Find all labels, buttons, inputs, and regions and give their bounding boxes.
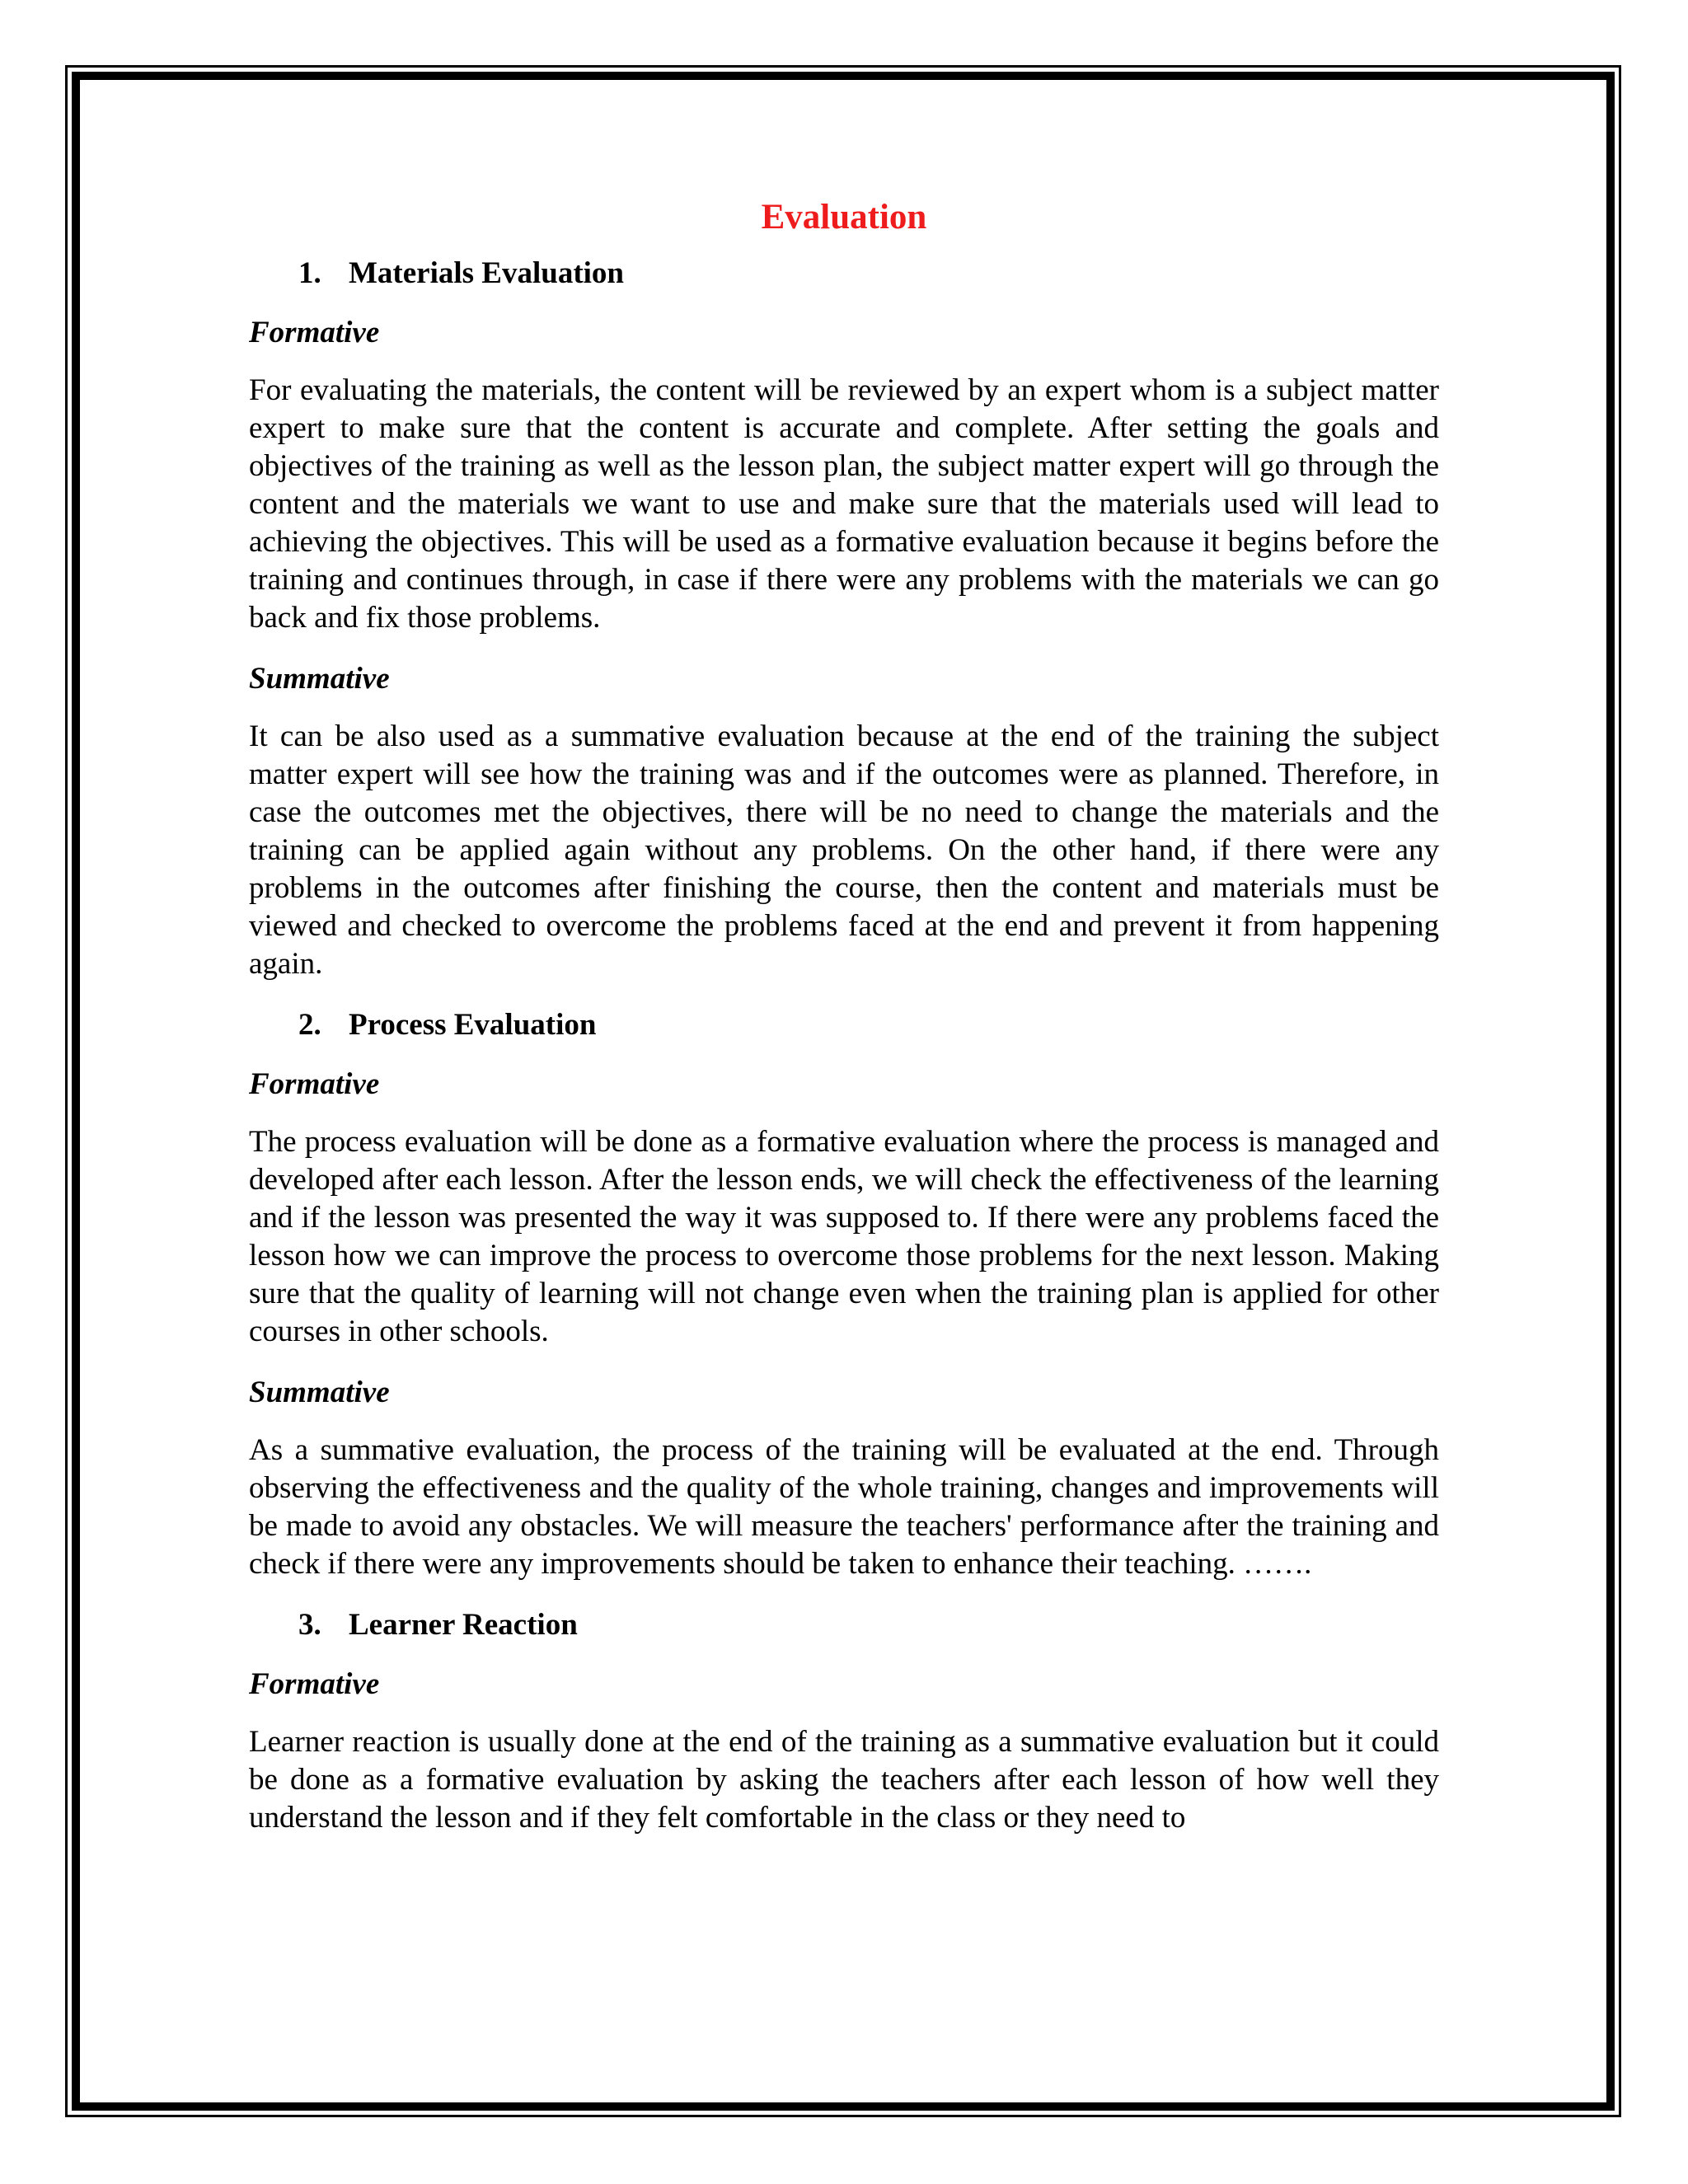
subheading-summative: Summative: [249, 662, 390, 696]
document-body: [249, 194, 1439, 1858]
section-heading-materials-evaluation: [249, 253, 1439, 294]
paragraph-process-summative: As a summative evaluation, the process of the training will be evaluated at the end. Through observing the effectiveness and the quality of the whole training, changes and improvements will be made to avoid any obstacles. We will measure the teachers' performance after the training and check if there were any improvements should be taken to enhance their teaching. …….: [249, 1433, 1439, 1581]
section-title: Learner Reaction: [349, 1608, 578, 1642]
paragraph-learner-formative: Learner reaction is usually done at the end of the training as a summative evaluation but it could be done as a formative evaluation by asking the teachers after each lesson of how well they understand the lesson and if they felt comfortable in the class or they need to: [249, 1725, 1439, 1835]
section-title: Process Evaluation: [349, 1008, 597, 1042]
page-title: Evaluation: [761, 198, 927, 237]
section-number: 1.: [298, 256, 321, 290]
subheading-formative: Formative: [249, 1667, 380, 1701]
section-title: Materials Evaluation: [349, 256, 625, 290]
section-number: 3.: [298, 1608, 321, 1642]
subheading-summative: Summative: [249, 1376, 390, 1409]
subheading-formative: Formative: [249, 1067, 380, 1101]
subheading-formative: Formative: [249, 316, 380, 349]
paragraph-materials-formative: For evaluating the materials, the content will be reviewed by an expert whom is a subject matter expert to make sure that the content is accurate and complete. After setting the goals and objectives of the training as well as the lesson plan, the subject matter expert will go through the content and the materials we want to use and make sure that the materials used will lead to achieving the objectives. This will be used as a formative evaluation because it begins before the training and continues through, in case if there were any problems with the materials we can go back and fix those problems.: [249, 373, 1439, 635]
section-heading-learner-reaction: [249, 1605, 1439, 1646]
paragraph-materials-summative: It can be also used as a summative evaluation because at the end of the training the subject matter expert will see how the training was and if the outcomes were as planned. Therefore, in case the outcomes met the objectives, there will be no need to change the materials and the training can be applied again without any problems. On the other hand, if there were any problems in the outcomes after finishing the course, then the content and materials must be viewed and checked to overcome the problems faced at the end and prevent it from happening again.: [249, 719, 1439, 981]
section-number: 2.: [298, 1008, 321, 1042]
section-heading-process-evaluation: [249, 1005, 1439, 1046]
paragraph-process-formative: The process evaluation will be done as a formative evaluation where the process is managed and developed after each lesson. After the lesson ends, we will check the effectiveness of the learning and if the lesson was presented the way it was supposed to. If there were any problems faced the lesson how we can improve the process to overcome those problems for the next lesson. Making sure that the quality of learning will not change even when the training plan is applied for other courses in other schools.: [249, 1125, 1439, 1348]
